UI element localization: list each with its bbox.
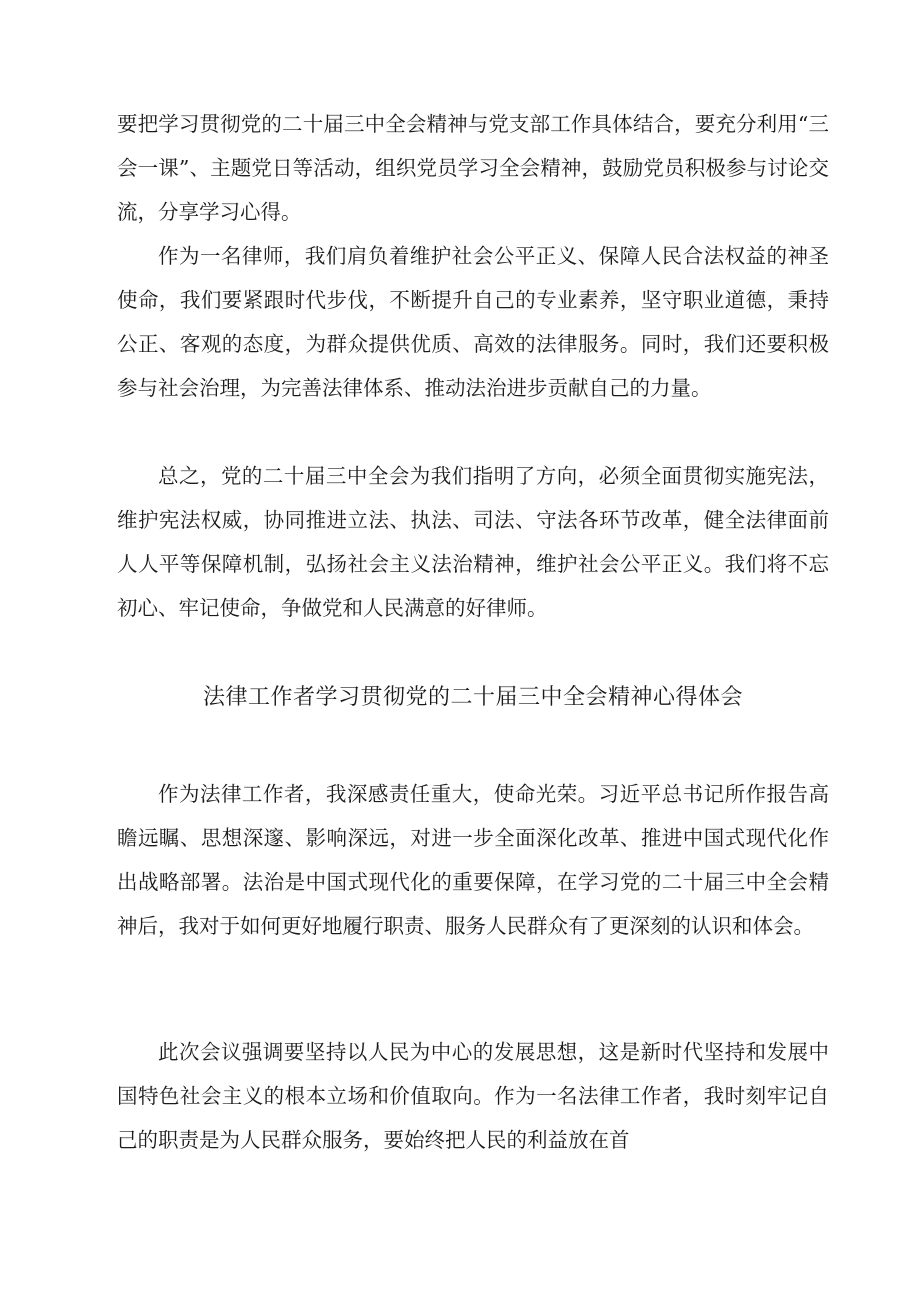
section-title: 法律工作者学习贯彻党的二十届三中全会精神心得体会	[202, 685, 743, 710]
paragraph-lawyer-mission: 作为一名律师，我们肩负着维护社会公平正义、保障人民合法权益的神圣使命，我们要紧跟时代步伐，不断提升自己的专业素养，坚守职业道德，秉持公正、客观的态度，为群众提供优质、高效的法律服务。同时，我们还要积极参与社会治理，为完善法律体系、推动法治进步贡献自己的力量。	[117, 244, 829, 400]
paragraph-people-centered: 此次会议强调要坚持以人民为中心的发展思想，这是新时代坚持和发展中国特色社会主义的根本立场和价值取向。作为一名法律工作者，我时刻牢记自己的职责是为人民群众服务，要始终把人民的利益放在首	[117, 1040, 829, 1152]
paragraph-legal-worker-responsibility: 作为法律工作者，我深感责任重大，使命光荣。习近平总书记所作报告高瞻远瞩、思想深邃、影响深远，对进一步全面深化改革、推进中国式现代化作出战略部署。法治是中国式现代化的重要保障，在学习党的二十届三中全会精神后，我对于如何更好地履行职责、服务人民群众有了更深刻的认识和体会。	[117, 782, 829, 938]
paragraph-conclusion: 总之，党的二十届三中全会为我们指明了方向，必须全面贯彻实施宪法，维护宪法权威，协同推进立法、执法、司法、守法各环节改革，健全法律面前人人平等保障机制，弘扬社会主义法治精神，维护社会公平正义。我们将不忘初心、牢记使命，争做党和人民满意的好律师。	[117, 464, 829, 620]
paragraph-party-branch-study: 要把学习贯彻党的二十届三中全会精神与党支部工作具体结合，要充分利用“三会一课”、主题党日等活动，组织党员学习全会精神，鼓励党员积极参与讨论交流，分享学习心得。	[117, 112, 829, 224]
